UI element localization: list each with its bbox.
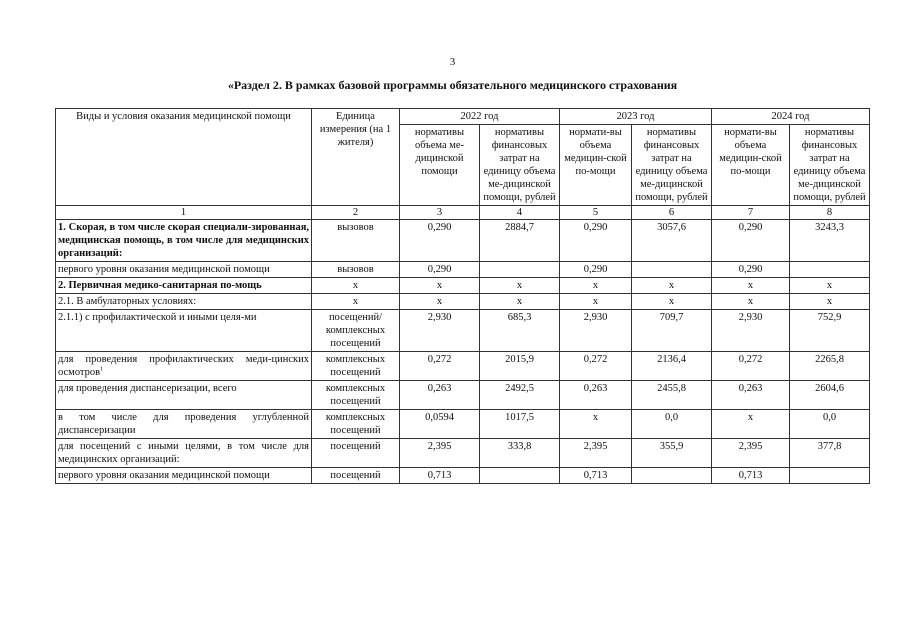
cell-value: 355,9 xyxy=(632,439,712,468)
cell-value xyxy=(480,468,560,484)
row-unit: посещений xyxy=(312,439,400,468)
row-unit: посещений/ комплексных посещений xyxy=(312,310,400,352)
header-kinds: Виды и условия оказания медицинской помощи xyxy=(56,109,312,206)
cell-value xyxy=(632,468,712,484)
cell-value: х xyxy=(400,278,480,294)
col-number: 4 xyxy=(480,206,560,220)
cell-value: 0,290 xyxy=(560,262,632,278)
cell-value: 3057,6 xyxy=(632,220,712,262)
cell-value: 2,395 xyxy=(712,439,790,468)
cell-value: 2136,4 xyxy=(632,352,712,381)
table-row xyxy=(56,220,870,262)
row-name: для посещений с иными целями, в том числе для медицинских организаций: xyxy=(56,439,312,468)
cell-value: х xyxy=(400,294,480,310)
header-row-years xyxy=(56,109,870,125)
cell-value: 2015,9 xyxy=(480,352,560,381)
cell-value: х xyxy=(790,278,870,294)
cell-value: 2,395 xyxy=(560,439,632,468)
row-unit: комплексных посещений xyxy=(312,410,400,439)
cell-value: х xyxy=(712,278,790,294)
row-name: 2.1.1) с профилактической и иными целя-ми xyxy=(56,310,312,352)
col-number: 8 xyxy=(790,206,870,220)
cell-value: 333,8 xyxy=(480,439,560,468)
cell-value: 377,8 xyxy=(790,439,870,468)
norms-table xyxy=(55,108,870,484)
header-2022-volume: нормативы объема ме-дицинской помощи xyxy=(400,125,480,206)
col-number: 7 xyxy=(712,206,790,220)
cell-value: 2265,8 xyxy=(790,352,870,381)
row-unit: вызовов xyxy=(312,220,400,262)
header-row-col-numbers xyxy=(56,206,870,220)
row-unit: х xyxy=(312,278,400,294)
header-year-2024: 2024 год xyxy=(712,109,870,125)
table-row xyxy=(56,439,870,468)
cell-value: 0,0594 xyxy=(400,410,480,439)
col-number: 5 xyxy=(560,206,632,220)
cell-value: х xyxy=(632,294,712,310)
cell-value: 2884,7 xyxy=(480,220,560,262)
row-name: 1. Скорая, в том числе скорая специали-зированная, медицинская помощь, в том числе для медицинских организаций: xyxy=(56,220,312,262)
row-name: первого уровня оказания медицинской помощи xyxy=(56,468,312,484)
cell-value: 0,263 xyxy=(560,381,632,410)
header-2024-volume: нормати-вы объема медицин-ской по-мощи xyxy=(712,125,790,206)
cell-value: х xyxy=(712,410,790,439)
row-name: для проведения диспансеризации, всего xyxy=(56,381,312,410)
cell-value: х xyxy=(560,278,632,294)
cell-value: 2,930 xyxy=(400,310,480,352)
header-year-2023: 2023 год xyxy=(560,109,712,125)
row-unit: комплексных посещений xyxy=(312,381,400,410)
cell-value: 752,9 xyxy=(790,310,870,352)
cell-value: х xyxy=(712,294,790,310)
footnote-marker: 1 xyxy=(100,366,104,373)
cell-value: х xyxy=(560,294,632,310)
cell-value: 0,713 xyxy=(400,468,480,484)
cell-value: х xyxy=(560,410,632,439)
cell-value xyxy=(790,262,870,278)
cell-value: 0,290 xyxy=(400,220,480,262)
cell-value: 0,272 xyxy=(560,352,632,381)
cell-value: 0,272 xyxy=(400,352,480,381)
header-year-2022: 2022 год xyxy=(400,109,560,125)
table-row xyxy=(56,262,870,278)
cell-value: х xyxy=(480,278,560,294)
header-2023-volume: нормати-вы объема медицин-ской по-мощи xyxy=(560,125,632,206)
cell-value xyxy=(632,262,712,278)
cell-value: 0,290 xyxy=(712,262,790,278)
cell-value: 0,290 xyxy=(712,220,790,262)
cell-value: х xyxy=(480,294,560,310)
cell-value: 3243,3 xyxy=(790,220,870,262)
cell-value: 0,290 xyxy=(560,220,632,262)
cell-value: 0,713 xyxy=(560,468,632,484)
cell-value: 1017,5 xyxy=(480,410,560,439)
cell-value: 2492,5 xyxy=(480,381,560,410)
cell-value: 685,3 xyxy=(480,310,560,352)
cell-value: 2,930 xyxy=(560,310,632,352)
cell-value: 0,290 xyxy=(400,262,480,278)
row-name: в том числе для проведения углубленной диспансеризации xyxy=(56,410,312,439)
col-number: 6 xyxy=(632,206,712,220)
cell-value: 2604,6 xyxy=(790,381,870,410)
table-row xyxy=(56,468,870,484)
row-name: первого уровня оказания медицинской помощи xyxy=(56,262,312,278)
row-unit: вызовов xyxy=(312,262,400,278)
page-number: 3 xyxy=(449,56,456,68)
header-2022-cost: нормативы финансовых затрат на единицу объема ме-дицинской помощи, рублей xyxy=(480,125,560,206)
row-name-text: для проведения профилактических меди-цинских осмотров xyxy=(58,354,309,378)
cell-value xyxy=(790,468,870,484)
table-row xyxy=(56,278,870,294)
header-2024-cost: нормативы финансовых затрат на единицу объема ме-дицинской помощи, рублей xyxy=(790,125,870,206)
row-unit: комплексных посещений xyxy=(312,352,400,381)
row-unit: посещений xyxy=(312,468,400,484)
cell-value: 0,0 xyxy=(632,410,712,439)
col-number: 3 xyxy=(400,206,480,220)
cell-value: 0,713 xyxy=(712,468,790,484)
table-row xyxy=(56,381,870,410)
cell-value: 0,272 xyxy=(712,352,790,381)
table-row xyxy=(56,410,870,439)
table-row xyxy=(56,294,870,310)
col-number: 1 xyxy=(56,206,312,220)
header-2023-cost: нормативы финансовых затрат на единицу объема ме-дицинской помощи, рублей xyxy=(632,125,712,206)
row-name: 2. Первичная медико-санитарная по-мощь xyxy=(56,278,312,294)
col-number: 2 xyxy=(312,206,400,220)
cell-value: х xyxy=(790,294,870,310)
row-unit: х xyxy=(312,294,400,310)
table-row xyxy=(56,310,870,352)
cell-value: 0,263 xyxy=(400,381,480,410)
section-title: «Раздел 2. В рамках базовой программы обязательного медицинского страхования xyxy=(227,78,678,92)
row-name: 2.1. В амбулаторных условиях: xyxy=(56,294,312,310)
cell-value: х xyxy=(632,278,712,294)
cell-value: 709,7 xyxy=(632,310,712,352)
header-unit: Единица измерения (на 1 жителя) xyxy=(312,109,400,206)
cell-value xyxy=(480,262,560,278)
row-name xyxy=(56,352,312,381)
cell-value: 2,395 xyxy=(400,439,480,468)
cell-value: 0,263 xyxy=(712,381,790,410)
cell-value: 2,930 xyxy=(712,310,790,352)
cell-value: 0,0 xyxy=(790,410,870,439)
table-row xyxy=(56,352,870,381)
cell-value: 2455,8 xyxy=(632,381,712,410)
